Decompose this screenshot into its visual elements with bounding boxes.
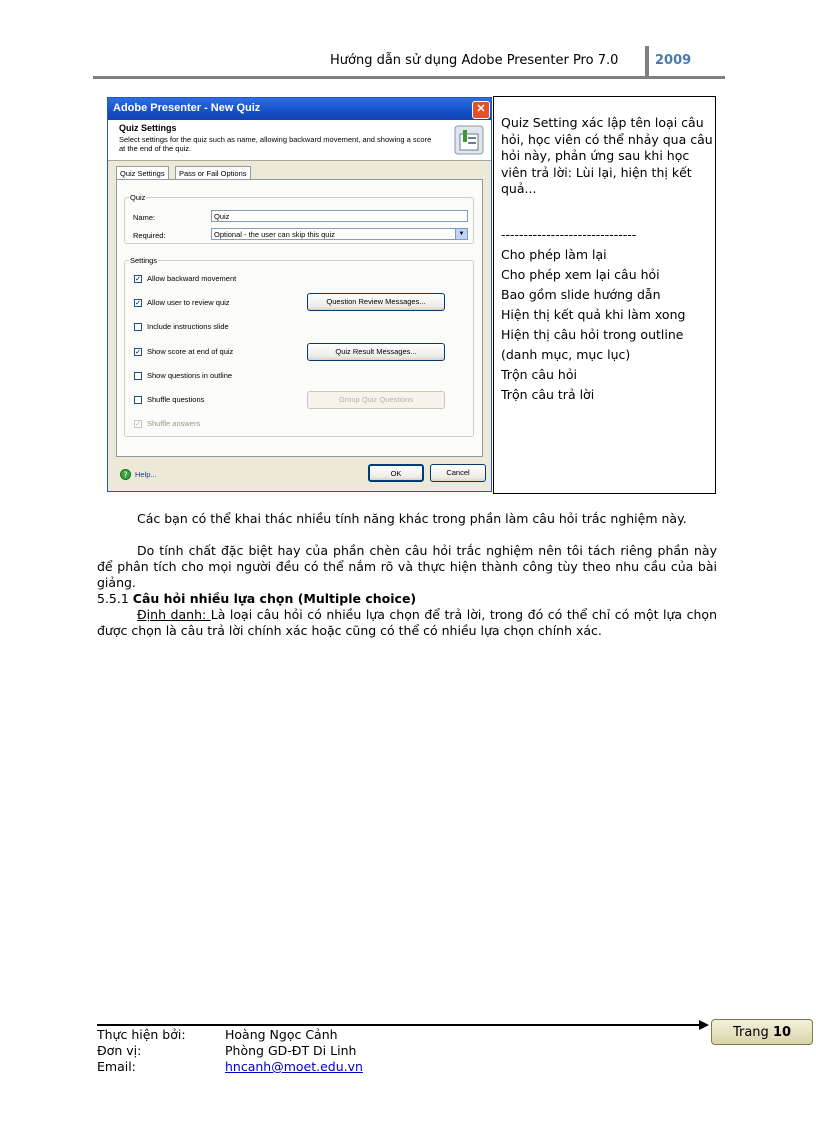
list-item: Bao gồm slide hướng dẫn	[501, 287, 661, 302]
page-number-badge	[711, 1019, 813, 1045]
name-label: Name:	[133, 213, 156, 222]
page-number: 10	[772, 1025, 792, 1040]
note-intro: Quiz Setting xác lập tên loại câu hỏi, học viên có thể nhảy qua câu hỏi này, phản ứng sau khi học viên trả lời: Lùi lại, hiện thị kết quả...	[501, 115, 713, 196]
arrow-icon	[699, 1020, 709, 1030]
required-label: Required:	[133, 231, 166, 240]
option-label: Allow user to review quiz	[147, 298, 230, 307]
dialog-section-title: Quiz Settings	[119, 123, 177, 133]
dialog-title: Adobe Presenter - New Quiz	[113, 102, 261, 114]
quiz-dialog-screenshot	[107, 97, 492, 492]
checkbox-show-score[interactable]: ✓	[135, 349, 141, 356]
list-item: Hiện thị câu hỏi trong outline (danh mục, mục lục)	[501, 327, 684, 362]
quiz-result-messages-button[interactable]: Quiz Result Messages...	[307, 343, 445, 361]
page-label: Trang	[732, 1025, 769, 1040]
header-separator	[645, 46, 649, 76]
option-label: Show questions in outline	[147, 371, 233, 380]
help-link[interactable]: Help...	[135, 470, 157, 479]
note-separator: ------------------------------	[501, 227, 637, 242]
paragraph-intro: Do tính chất đặc biệt hay của phần chèn câu hỏi trắc nghiệm nên tôi tách riêng phần này để phân tích cho mọi người đều có thể nắm rõ và thực hiện thành công tùy theo nhu cầu của bài giảng.	[97, 543, 717, 590]
list-item: Cho phép xem lại câu hỏi	[501, 267, 660, 282]
quiz-name-input[interactable]: Quiz	[211, 210, 468, 222]
option-label: Show score at end of quiz	[147, 347, 234, 356]
question-review-messages-button[interactable]: Question Review Messages...	[307, 293, 445, 311]
section-heading	[97, 591, 717, 607]
dialog-section-description: Select settings for the quiz such as name, allowing backward movement, and showing a score at the end of the quiz.	[119, 135, 432, 153]
list-item: Cho phép làm lại	[501, 247, 607, 262]
tab-panel	[116, 179, 483, 457]
footer-line	[97, 1024, 701, 1026]
dialog-header-panel	[108, 120, 491, 161]
section-title: Câu hỏi nhiều lựa chọn (Multiple choice)	[132, 591, 417, 606]
svg-text:?: ?	[123, 470, 128, 480]
cancel-button[interactable]: Cancel	[430, 464, 486, 482]
checkbox-shuffle-questions[interactable]	[134, 396, 142, 404]
unit-label: Đơn vị:	[97, 1043, 142, 1058]
checkbox-include-instructions[interactable]	[134, 323, 142, 331]
author-label: Thực hiện bởi:	[97, 1027, 186, 1042]
option-label: Include instructions slide	[147, 322, 229, 331]
list-item: Trộn câu hỏi	[501, 367, 577, 382]
running-header-title: Hướng dẫn sử dụng Adobe Presenter Pro 7.0	[330, 53, 619, 68]
required-select-value: Optional - the user can skip this quiz	[214, 230, 335, 239]
email-link[interactable]: hncanh@moet.edu.vn	[225, 1059, 363, 1074]
unit-name: Phòng GD-ĐT Di Linh	[225, 1043, 357, 1058]
header-rule	[93, 76, 725, 79]
required-select[interactable]	[211, 228, 468, 240]
option-label: Allow backward movement	[147, 274, 237, 283]
checkbox-allow-review[interactable]: ✓	[135, 300, 141, 307]
note-list	[501, 245, 715, 405]
paragraph-definition	[97, 607, 717, 639]
option-label: Shuffle questions	[147, 395, 205, 404]
note-box	[493, 96, 716, 494]
header-year: 2009	[655, 53, 692, 68]
quiz-group-label: Quiz	[130, 193, 146, 202]
help-icon[interactable]	[120, 469, 131, 480]
list-item: Hiện thị kết quả khi làm xong	[501, 307, 686, 322]
checkbox-allow-backward[interactable]: ✓	[135, 276, 141, 283]
dialog-titlebar	[108, 98, 491, 120]
tab-pass-fail-options[interactable]: Pass or Fail Options	[175, 166, 251, 180]
section-number: 5.5.1	[97, 591, 129, 606]
author-name: Hoàng Ngọc Cảnh	[225, 1027, 338, 1042]
list-item: Trộn câu trả lời	[501, 387, 595, 402]
quiz-settings-icon	[454, 125, 484, 155]
close-icon[interactable]: ✕	[472, 101, 490, 119]
paragraph-features: Các bạn có thể khai thác nhiều tính năng khác trong phần làm câu hỏi trắc nghiệm này.	[137, 511, 687, 526]
group-quiz-questions-button[interactable]: Group Quiz Questions	[307, 391, 445, 409]
settings-group-label: Settings	[130, 256, 158, 265]
definition-text: Là loại câu hỏi có nhiều lựa chọn để trả lời, trong đó có thể chỉ có một lựa chọn được chọn là câu trả lời chính xác hoặc cũng có thể có nhiều lựa chọn chính xác.	[97, 607, 718, 638]
checkbox-shuffle-answers[interactable]: ✓	[135, 421, 141, 428]
option-label: Shuffle answers	[147, 419, 201, 428]
checkbox-show-in-outline[interactable]	[134, 372, 142, 380]
definition-label: Định danh:	[137, 607, 211, 622]
tab-quiz-settings[interactable]: Quiz Settings	[116, 166, 169, 180]
chevron-down-icon[interactable]: ▼	[455, 229, 467, 239]
ok-button[interactable]: OK	[368, 464, 424, 482]
email-label: Email:	[97, 1059, 136, 1074]
